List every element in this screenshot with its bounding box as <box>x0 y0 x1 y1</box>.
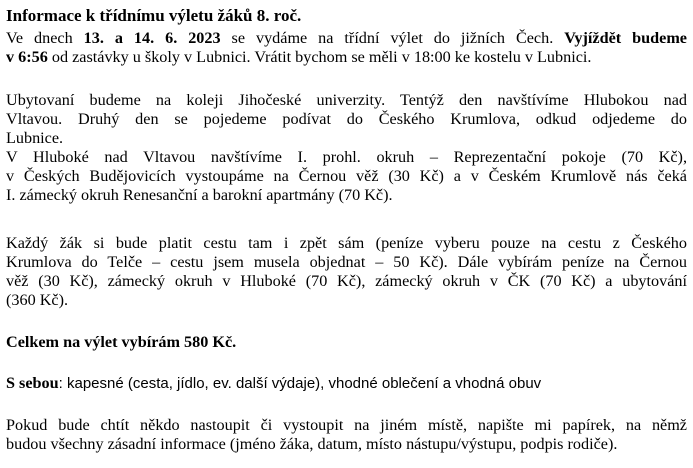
bring-items: : kapesné (cesta, jídlo, ev. další výdaje), vhodné oblečení a vhodná obuv <box>58 375 542 392</box>
document-title: Informace k třídnímu výletu žáků 8. roč. <box>6 6 302 25</box>
paragraph-dates <box>6 29 687 67</box>
dates-destination: se vydáme na třídní výlet do jižních Čech. <box>220 29 565 47</box>
note-line-1: Pokud bude chtít někdo nastoupit či vystoupit na jiném místě, napište mi papírek, na němž <box>6 416 687 434</box>
paragraph-payment <box>6 234 687 310</box>
accommodation-line-5: v Českých Budějovicích vystoupáme na Černou věž (30 Kč) a v Českém Krumlově nás čeká <box>6 167 687 185</box>
accommodation-line-1: Ubytovaní budeme na koleji Jihočeské univerzity. Tentýž den navštívíme Hlubokou nad <box>6 91 687 109</box>
payment-line-3: věž (30 Kč), zámecký okruh v Hluboké (70 Kč), zámecký okruh v ČK (70 Kč) a ubytování <box>6 272 687 290</box>
accommodation-line-4: V Hluboké nad Vltavou navštívíme I. prohl. okruh – Reprezentační pokoje (70 Kč), <box>6 148 687 166</box>
paragraph-total <box>6 333 687 352</box>
accommodation-line-6: I. zámecký okruh Renesanční a barokní apartmány (70 Kč). <box>6 186 393 204</box>
payment-line-4: (360 Kč). <box>6 291 69 309</box>
paragraph-bring <box>6 374 687 393</box>
dates-line-2 <box>6 48 687 67</box>
dates-intro: Ve dnech <box>6 29 84 47</box>
payment-line-1: Každý žák si bude platit cestu tam i zpět sám (peníze vyberu pouze na cestu z Českého <box>6 234 687 252</box>
paragraph-accommodation <box>6 91 687 205</box>
total-amount: Celkem na výlet vybírám 580 Kč. <box>6 333 237 351</box>
accommodation-line-2: Vltavou. Druhý den se pojedeme podívat do Českého Krumlova, odkud odjedeme do <box>6 110 687 128</box>
trip-dates: 13. a 14. 6. 2023 <box>83 29 221 47</box>
departure-label: Vyjíždět budeme <box>564 29 687 47</box>
bring-line <box>6 374 687 393</box>
dates-line-1 <box>6 29 687 48</box>
note-line-2: budou všechny zásadní informace (jméno žáka, datum, místo nástupu/výstupu, podpis rodiče). <box>6 435 618 453</box>
accommodation-line-3: Lubnice. <box>6 129 64 147</box>
bring-label: S sebou <box>6 374 59 392</box>
departure-time: v 6:56 <box>6 48 48 66</box>
paragraph-note <box>6 416 687 454</box>
payment-line-2: Krumlova do Telče – cestu jsem musela objednat – 50 Kč). Dále vybírám peníze na Černou <box>6 253 687 271</box>
departure-details: od zastávky u školy v Lubnici. Vrátit bychom se měli v 18:00 ke kostelu v Lubnici. <box>47 48 592 66</box>
